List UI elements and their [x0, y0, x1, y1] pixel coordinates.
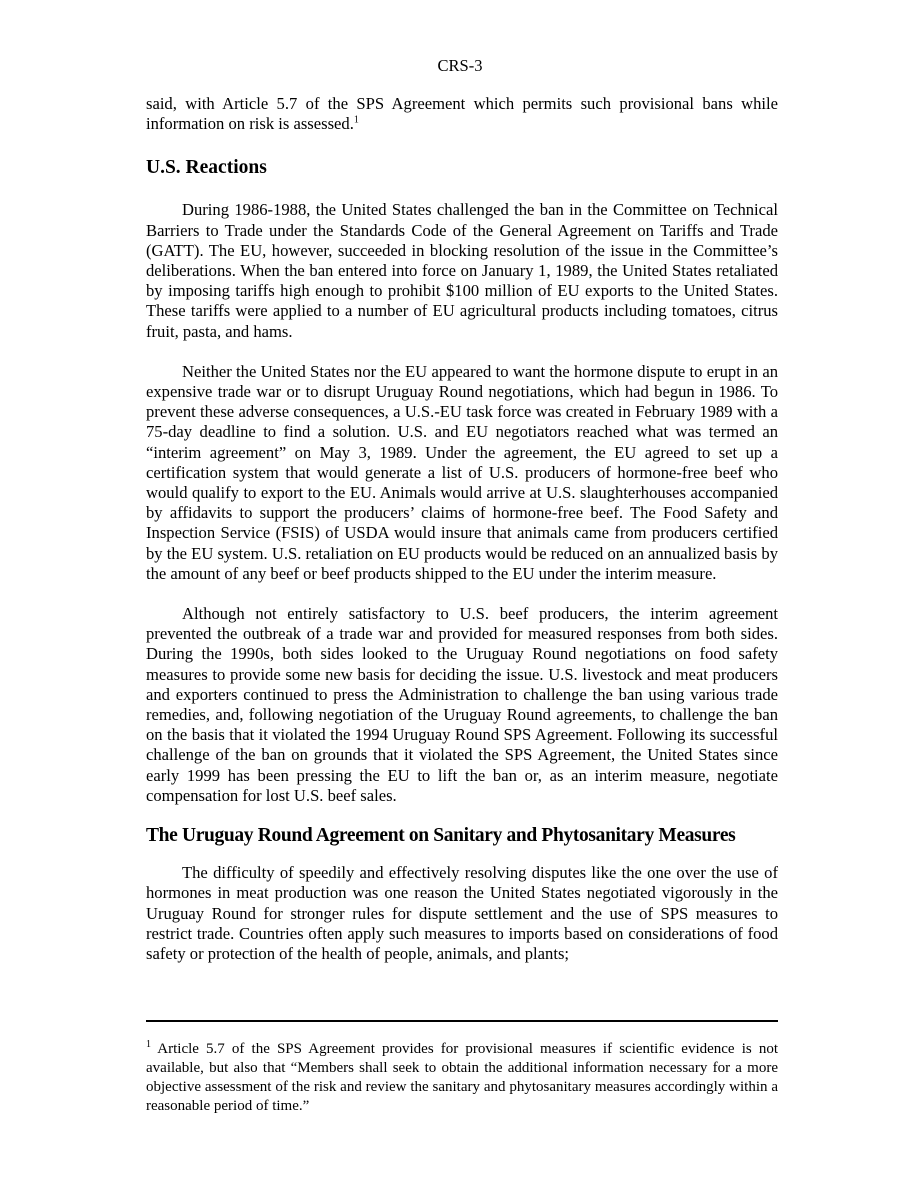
footnote-section: [146, 1040, 778, 1116]
document-body: [146, 94, 778, 964]
footnote-marker: 1: [146, 1039, 151, 1050]
paragraph-us-reactions-1: During 1986-1988, the United States challenged the ban in the Committee on Technical Barriers to Trade under the Standards Code of the General Agreement on Tariffs and Trade (GATT). The EU, however, succeeded in blocking resolution of the issue in the Committee’s deliberations. When the ban entered into force on January 1, 1989, the United States retaliated by imposing tariffs high enough to prohibit $100 million of EU exports to the United States. These tariffs were applied to a number of EU agricultural products including tomatoes, citrus fruit, pasta, and hams.: [146, 200, 778, 341]
footnote-1: [146, 1040, 778, 1116]
section-heading-sps-agreement: The Uruguay Round Agreement on Sanitary and Phytosanitary Measures: [146, 825, 736, 847]
continuation-paragraph: [146, 94, 778, 134]
section-heading-us-reactions: U.S. Reactions: [146, 157, 267, 179]
footnote-text: Article 5.7 of the SPS Agreement provides for provisional measures if scientific evidence is not available, but also that “Members shall seek to obtain the additional information necessary for a more objective assessment of the risk and review the sanitary and phytosanitary measures accordingly within a reasonable period of time.”: [146, 1041, 778, 1114]
footnote-divider: [146, 1020, 778, 1022]
footnote-reference: 1: [353, 114, 359, 126]
page-number-header: CRS-3: [437, 56, 483, 75]
continuation-text: said, with Article 5.7 of the SPS Agreement which permits such provisional bans while information on risk is assessed.: [146, 94, 778, 134]
paragraph-us-reactions-2: Neither the United States nor the EU appeared to want the hormone dispute to erupt in an expensive trade war or to disrupt Uruguay Round negotiations, which had begun in 1986. To prevent these adverse consequences, a U.S.-EU task force was created in February 1989 with a 75-day deadline to find a solution. U.S. and EU negotiators reached what was termed an “interim agreement” on May 3, 1989. Under the agreement, the EU agreed to set up a certification system that would generate a list of U.S. producers of hormone-free beef who would qualify to export to the EU. Animals would arrive at U.S. slaughterhouses accompanied by affidavits to support the producers’ claims of hormone-free beef. The Food Safety and Inspection Service (FSIS) of USDA would insure that animals came from producers certified by the EU system. U.S. retaliation on EU products would be reduced on an annualized basis by the amount of any beef or beef products shipped to the EU under the interim measure.: [146, 361, 778, 583]
paragraph-us-reactions-3: Although not entirely satisfactory to U.S. beef producers, the interim agreement prevented the outbreak of a trade war and provided for measured responses from both sides. During the 1990s, both sides looked to the Uruguay Round negotiations on food safety measures to provide some new basis for deciding the issue. U.S. livestock and meat producers and exporters continued to press the Administration to challenge the ban using various trade remedies, and, following negotiation of the Uruguay Round agreements, to challenge the ban on the basis that it violated the 1994 Uruguay Round SPS Agreement. Following its successful challenge of the ban on grounds that it violated the SPS Agreement, the United States since early 1999 has been pressing the EU to lift the ban or, as an interim measure, negotiate compensation for lost U.S. beef sales.: [146, 604, 778, 805]
paragraph-sps-agreement-1: The difficulty of speedily and effectively resolving disputes like the one over the use of hormones in meat production was one reason the United States negotiated vigorously in the Uruguay Round for stronger rules for dispute settlement and the use of SPS measures to restrict trade. Countries often apply such measures to imports based on considerations of food safety or protection of the health of people, animals, and plants;: [146, 863, 778, 963]
